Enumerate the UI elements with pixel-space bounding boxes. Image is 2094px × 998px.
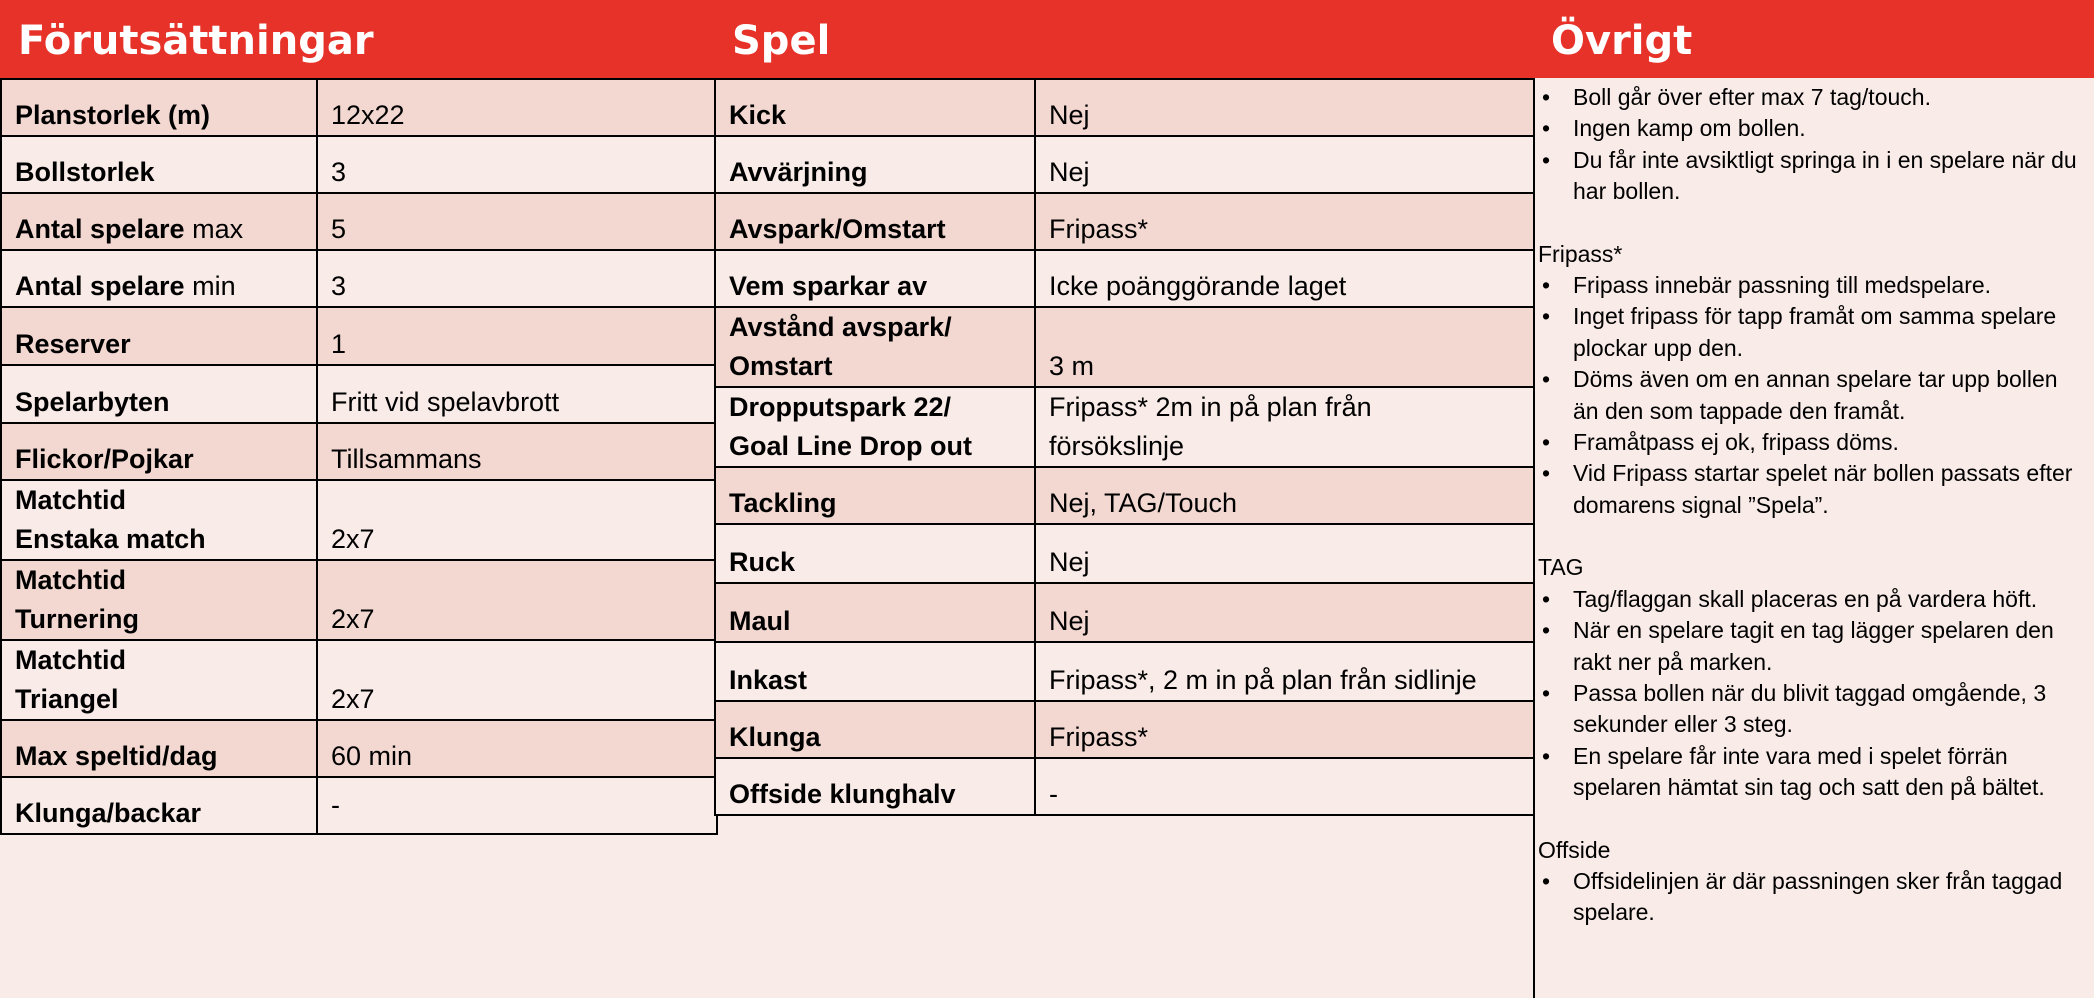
row-label: Offside klunghalv [715,758,1035,815]
table-row [715,583,1536,642]
spel-table [714,78,1537,816]
row-label-suffix: max [184,214,244,244]
bullet-icon: • [1541,84,1551,110]
forutsattningar-table [0,78,718,835]
row-value: Nej [1035,136,1536,193]
row-label: Spelarbyten [1,365,317,423]
table-row [1,250,717,307]
list-item [1538,301,2088,364]
row-value: Tillsammans [317,423,717,480]
row-value: Icke poänggörande laget [1035,250,1536,307]
list-item [1538,866,2088,929]
row-value: 12x22 [317,79,717,136]
bullet-icon: • [1541,585,1551,612]
row-label: Bollstorlek [1,136,317,193]
row-label: Planstorlek (m) [1,79,317,136]
row-value: 60 min [317,720,717,777]
list-item [1538,364,2088,427]
row-value: Fripass* [1035,193,1536,250]
table-row [715,701,1536,758]
list-item-text: Offsidelinjen är där passningen sker från taggad spelare. [1573,867,2063,926]
row-label: Inkast [715,642,1035,701]
table-row [1,136,717,193]
bullet-icon: • [1541,617,1551,644]
list-item [1538,584,2088,615]
row-value: 3 m [1035,307,1536,387]
row-value: 1 [317,307,717,365]
row-value: Fripass*, 2 m in på plan från sidlinje [1035,642,1536,701]
table-row [715,524,1536,583]
table-row [715,79,1536,136]
bullet-icon: • [1541,303,1551,330]
offside-title: Offside [1538,836,1611,863]
list-item [1538,678,2088,741]
list-item-text: Boll går över efter max 7 tag/touch. [1573,84,1931,110]
row-label: Flickor/Pojkar [1,423,317,480]
list-item [1538,113,2088,144]
row-value: Nej, TAG/Touch [1035,467,1536,524]
row-label: Dropputspark 22/ Goal Line Drop out [715,387,1035,467]
bullet-icon: • [1541,366,1551,393]
row-value: Fripass* 2m in på plan från försökslinje [1035,387,1536,467]
row-value: 2x7 [317,640,717,720]
row-label: Reserver [1,307,317,365]
bullet-icon: • [1541,115,1551,142]
table-row [1,307,717,365]
table-row [1,193,717,250]
row-label: Vem sparkar av [715,250,1035,307]
bullet-icon: • [1541,742,1551,769]
table-row [715,387,1536,467]
row-value: 3 [317,136,717,193]
row-value: Fripass* [1035,701,1536,758]
table-row [1,640,717,720]
row-label: Ruck [715,524,1035,583]
row-label: Matchtid Enstaka match [1,480,317,560]
table-row [715,758,1536,815]
bullet-icon: • [1541,867,1551,894]
tag-title: TAG [1538,554,1584,581]
row-label: Klunga [715,701,1035,758]
table-row [1,560,717,640]
table-row [715,307,1536,387]
table-row [1,423,717,480]
row-value: Nej [1035,524,1536,583]
list-item-text: Framåtpass ej ok, fripass döms. [1573,429,1899,456]
list-item-text: Tag/flaggan skall placeras en på vardera höft. [1573,585,2038,612]
list-item-text: Passa bollen när du blivit taggad omgående, 3 sekunder eller 3 steg. [1573,679,2047,738]
row-value: Fritt vid spelavbrott [317,365,717,423]
offside-rules-list [1538,866,2088,929]
list-item [1538,427,2088,458]
row-value: - [317,777,717,834]
list-item [1538,82,2088,113]
list-item [1538,145,2088,208]
table-row [715,193,1536,250]
list-item-text: När en spelare tagit en tag lägger spelaren den rakt ner på marken. [1573,617,2054,675]
bullet-icon: • [1541,429,1551,456]
row-label: Avspark/Omstart [715,193,1035,250]
table-row [1,720,717,777]
row-value: 3 [317,250,717,307]
row-label: Maul [715,583,1035,642]
row-value: Nej [1035,583,1536,642]
bullet-icon: • [1541,460,1551,487]
tag-rules-list [1538,584,2088,804]
table-row [715,250,1536,307]
row-label: Antal spelare min [1,250,317,307]
list-item [1538,741,2088,804]
row-label: Matchtid Triangel [1,640,317,720]
list-item-text: En spelare får inte vara med i spelet förrän spelaren hämtat sin tag och satt den på bältet. [1573,742,2045,801]
table-row [1,365,717,423]
row-value: 5 [317,193,717,250]
row-value: - [1035,758,1536,815]
row-label: Avvärjning [715,136,1035,193]
table-row [1,480,717,560]
row-value: Nej [1035,79,1536,136]
row-label: Kick [715,79,1035,136]
ovrigt-panel [1533,78,2094,998]
list-item-text: Döms även om en annan spelare tar upp bollen än den som tappade den framåt. [1573,366,2058,424]
general-rules-list [1538,82,2088,208]
row-label: Tackling [715,467,1035,524]
table-row [715,467,1536,524]
bullet-icon: • [1541,272,1551,299]
list-item [1538,615,2088,678]
list-item-text: Ingen kamp om bollen. [1573,115,1806,142]
list-item-text: Vid Fripass startar spelet när bollen passats efter domarens signal ”Spela”. [1573,460,2073,518]
table-row [715,642,1536,701]
row-label: Avstånd avspark/ Omstart [715,307,1035,387]
table-row [715,136,1536,193]
table-row [1,79,717,136]
row-label: Matchtid Turnering [1,560,317,640]
list-item [1538,270,2088,301]
list-item-text: Fripass innebär passning till medspelare. [1573,272,1992,299]
list-item [1538,458,2088,521]
row-label: Antal spelare max [1,193,317,250]
header-ovrigt: Övrigt [1533,0,2094,80]
bullet-icon: • [1541,146,1551,173]
row-label: Klunga/backar [1,777,317,834]
row-label-suffix: min [184,271,236,301]
row-label: Max speltid/dag [1,720,317,777]
list-item-text: Du får inte avsiktligt springa in i en spelare när du har bollen. [1573,146,2077,205]
fripass-title: Fripass* [1538,240,1623,267]
list-item-text: Inget fripass för tapp framåt om samma spelare plockar upp den. [1573,303,2057,361]
fripass-rules-list [1538,270,2088,521]
row-value: 2x7 [317,480,717,560]
table-row [1,777,717,834]
row-value: 2x7 [317,560,717,640]
header-spel: Spel [714,0,1535,80]
bullet-icon: • [1541,679,1551,706]
header-forutsattningar: Förutsättningar [0,0,716,80]
